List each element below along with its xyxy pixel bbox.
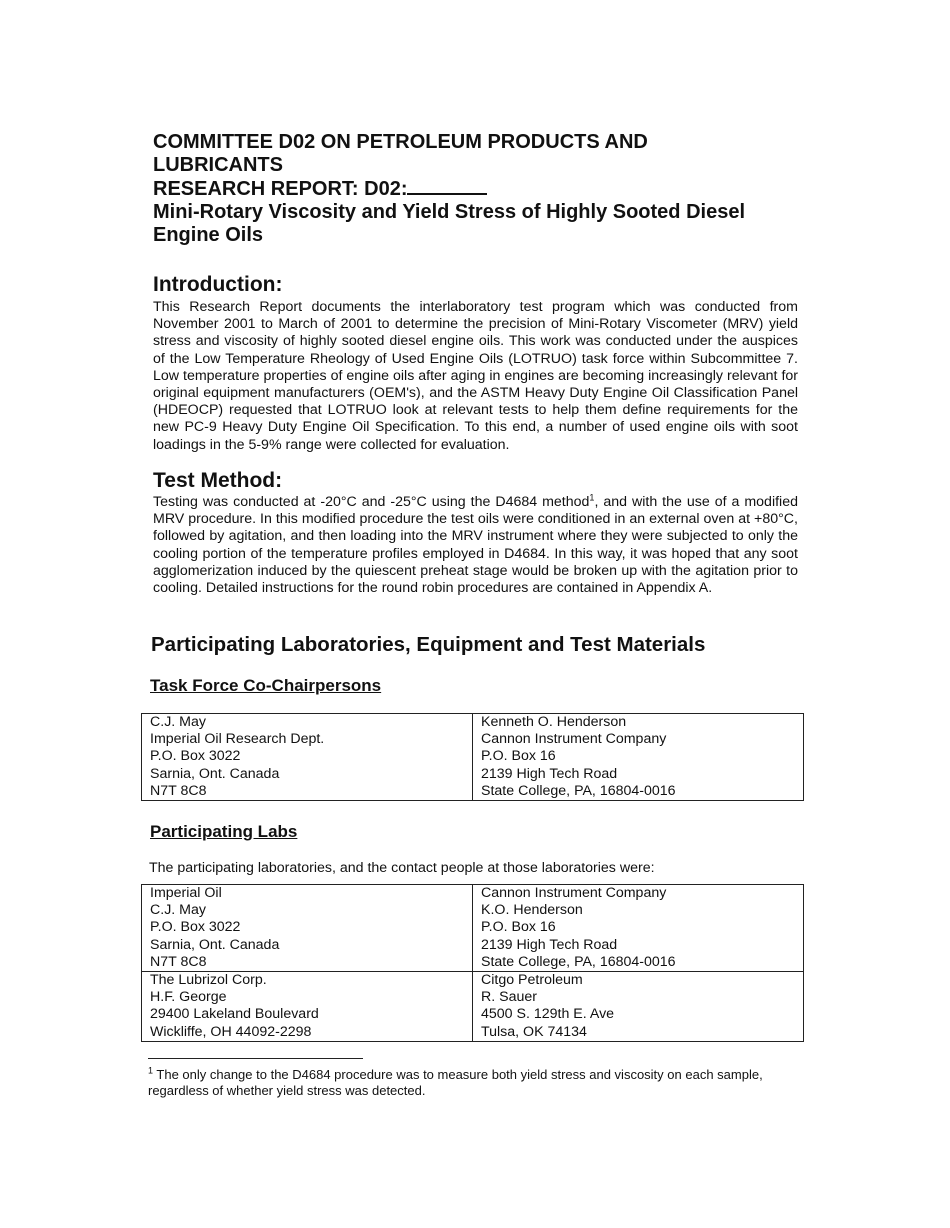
footnote-marker: 1	[148, 1065, 154, 1076]
cell-line: 29400 Lakeland Boulevard	[150, 1006, 319, 1023]
cell-line: C.J. May	[150, 714, 206, 730]
table-row	[142, 972, 804, 1042]
title-line-2: Engine Oils	[153, 224, 264, 246]
report-number-line	[153, 177, 813, 201]
lab-cell	[142, 972, 473, 1042]
cell-line: State College, PA, 16804-0016	[481, 953, 676, 970]
task-force-heading: Task Force Co-Chairpersons	[150, 676, 382, 695]
cell-line: Citgo Petroleum	[481, 972, 583, 989]
cell-line: N7T 8C8	[150, 953, 207, 970]
cell-line: N7T 8C8	[150, 782, 207, 799]
cell-line: Imperial Oil	[150, 885, 222, 901]
chair-cell-left	[142, 714, 473, 801]
test-method-paragraph	[153, 494, 798, 597]
report-label: RESEARCH REPORT: D02:	[153, 178, 408, 200]
footnote	[148, 1067, 798, 1099]
report-number-blank	[407, 177, 487, 195]
participating-labs-table	[141, 884, 804, 1042]
cell-line: P.O. Box 16	[481, 919, 556, 936]
cell-line: K.O. Henderson	[481, 902, 583, 919]
test-method-heading: Test Method:	[153, 469, 283, 492]
lab-cell	[473, 885, 804, 972]
cell-line: The Lubrizol Corp.	[150, 972, 267, 989]
cell-line: Cannon Instrument Company	[481, 731, 667, 748]
lab-cell	[142, 885, 473, 972]
cell-line: Sarnia, Ont. Canada	[150, 936, 280, 953]
cell-line: 4500 S. 129th E. Ave	[481, 1006, 615, 1023]
cell-line: Tulsa, OK 74134	[481, 1023, 587, 1040]
report-header	[153, 131, 813, 247]
table-row	[142, 885, 804, 972]
title-line-1: Mini-Rotary Viscosity and Yield Stress of Highly Sooted Diesel	[153, 201, 746, 223]
participating-heading: Participating Laboratories, Equipment and Test Materials	[151, 633, 706, 656]
cell-line: 2139 High Tech Road	[481, 765, 618, 782]
cell-line: Kenneth O. Henderson	[481, 714, 627, 730]
committee-line-2: LUBRICANTS	[153, 154, 283, 176]
cell-line: Sarnia, Ont. Canada	[150, 765, 280, 782]
lab-cell	[473, 972, 804, 1042]
cell-line: R. Sauer	[481, 989, 537, 1006]
co-chairpersons-table	[141, 713, 804, 801]
cell-line: Imperial Oil Research Dept.	[150, 731, 325, 748]
cell-line: P.O. Box 16	[481, 748, 556, 765]
cell-line: H.F. George	[150, 989, 227, 1006]
cell-line: Wickliffe, OH 44092-2298	[150, 1023, 312, 1040]
cell-line: 2139 High Tech Road	[481, 936, 618, 953]
footnote-separator	[148, 1058, 363, 1059]
chair-cell-right	[473, 714, 804, 801]
cell-line: P.O. Box 3022	[150, 748, 241, 765]
cell-line: Cannon Instrument Company	[481, 885, 667, 901]
cell-line: C.J. May	[150, 902, 206, 919]
cell-line: State College, PA, 16804-0016	[481, 782, 676, 799]
introduction-heading: Introduction:	[153, 273, 283, 296]
table-row	[142, 714, 804, 801]
labs-intro-text: The participating laboratories, and the contact people at those laboratories were:	[149, 860, 655, 876]
footnote-text: The only change to the D4684 procedure was to measure both yield stress and viscosity on each sample, regardless of whether yield stress was detected.	[148, 1067, 763, 1098]
committee-line-1: COMMITTEE D02 ON PETROLEUM PRODUCTS AND	[153, 131, 648, 153]
test-method-text-b: , and with the use of a modified MRV procedure. In this modified procedure the test oils were conditioned in an external oven at +80°C, followed by agitation, and then loading into the MRV instrument where they were subjected to only the cooling portion of the temperature profiles employed in D4684. In this way, it was hoped that any soot agglomerization induced by the quiescent preheat stage would be broken up with the agitation prior to cooling. Detailed instructions for the round robin procedures are contained in Appendix A.	[153, 494, 798, 597]
participating-labs-heading: Participating Labs	[150, 822, 298, 841]
test-method-text-a: Testing was conducted at -20°C and -25°C using the D4684 method	[153, 494, 590, 510]
cell-line: P.O. Box 3022	[150, 919, 241, 936]
footnote-reference: 1	[589, 492, 595, 503]
introduction-paragraph: This Research Report documents the interlaboratory test program which was conducted from November 2001 to March of 2001 to determine the precision of Mini-Rotary Viscometer (MRV) yield stress and viscosity of highly sooted diesel engine oils. This work was conducted under the auspices of the Low Temperature Rheology of Used Engine Oils (LOTRUO) task force within Subcommittee 7. Low temperature properties of engine oils after aging in engines are becoming increasingly relevant for original equipment manufacturers (OEM's), and the ASTM Heavy Duty Engine Oil Classification Panel (HDEOCP) requested that LOTRUO look at relevant tests to help them define requirements for the new PC-9 Heavy Duty Engine Oil Specification. To this end, a number of used engine oils with soot loadings in the 5-9% range were collected for evaluation.	[153, 299, 798, 453]
